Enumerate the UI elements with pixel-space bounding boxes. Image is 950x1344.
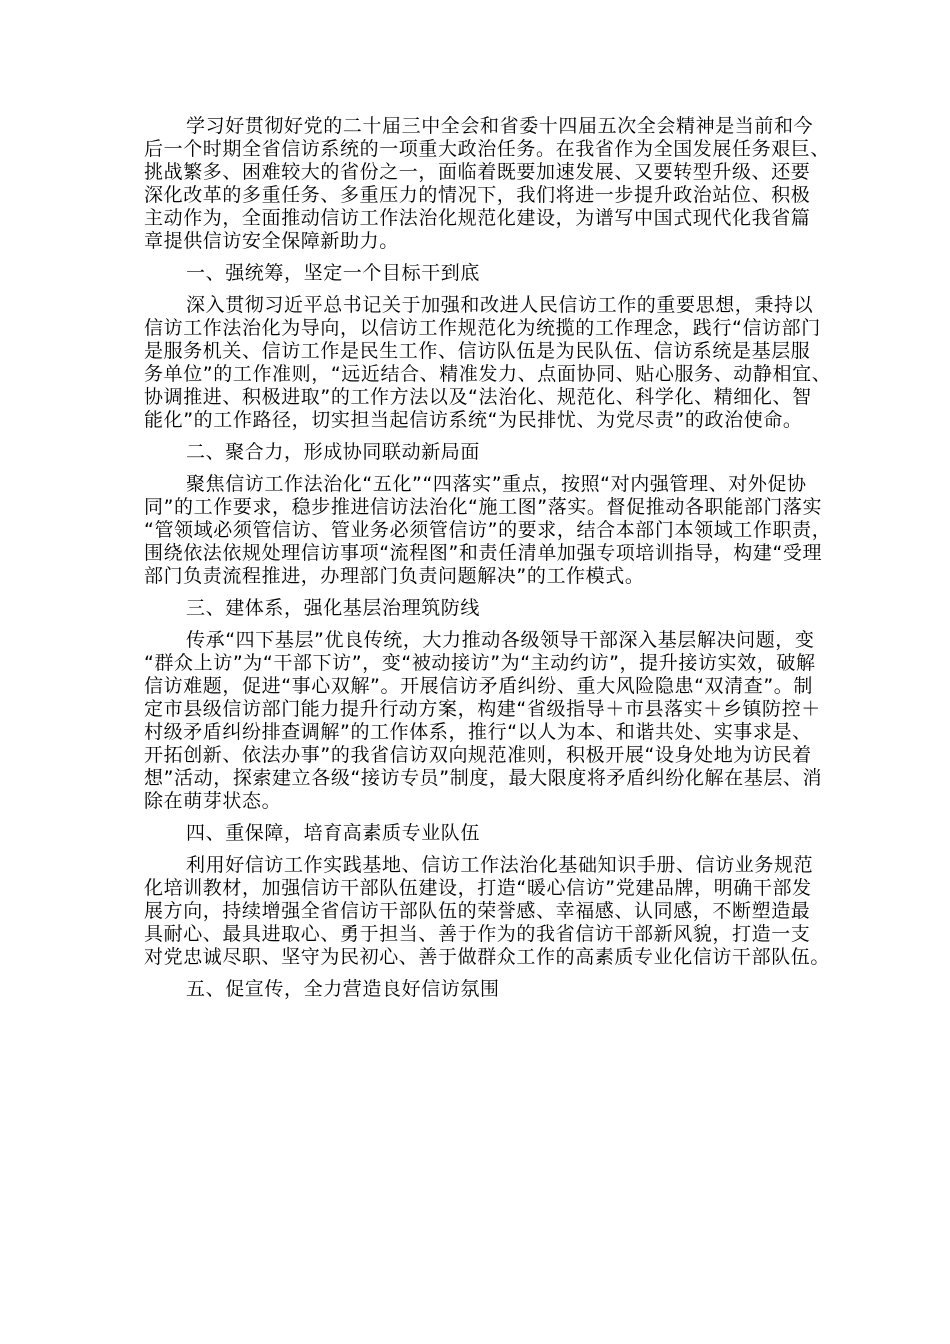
intro-paragraph	[144, 115, 844, 253]
text-line: 展方向，持续增强全省信访干部队伍的荣誉感、幸福感、认同感，不断塑造最	[144, 900, 811, 922]
text-line: 挑战繁多、困难较大的省份之一，面临着既要加速发展、又要转型升级、还要	[144, 161, 811, 183]
text-line: 利用好信访工作实践基地、信访工作法治化基础知识手册、信访业务规范	[186, 854, 814, 876]
text-line: 开拓创新、依法办事”的我省信访双向规范准则，积极开展“设身处地为访民着	[144, 744, 812, 766]
text-line: 除在萌芽状态。	[144, 790, 282, 812]
section-4-paragraph	[144, 854, 844, 969]
text-line: 对党忠诚尽职、坚守为民初心、善于做群众工作的高素质专业化信访干部队伍。	[144, 946, 831, 968]
section-heading-2	[144, 441, 844, 464]
section-1-paragraph	[144, 294, 844, 432]
section-heading-5	[144, 978, 844, 1001]
heading-text: 三、建体系，强化基层治理筑防线	[186, 597, 481, 619]
text-line: 具耐心、最具进取心、勇于担当、善于作为的我省信访干部新风貌，打造一支	[144, 923, 811, 945]
text-line: 信访难题，促进“事心双解”。开展信访矛盾纠纷、重大风险隐患“双清查”。制	[144, 675, 813, 697]
text-line: 协调推进、积极进取”的工作方法以及“法治化、规范化、科学化、精细化、智	[144, 386, 812, 408]
text-line: 章提供信访安全保障新助力。	[144, 230, 399, 252]
heading-text: 五、促宣传，全力营造良好信访氛围	[186, 978, 500, 1000]
text-line: 同”的工作要求，稳步推进信访法治化“施工图”落实。督促推动各职能部门落实	[144, 496, 823, 518]
heading-text: 一、强统筹，坚定一个目标干到底	[186, 262, 481, 284]
text-line: 信访工作法治化为导向，以信访工作规范化为统揽的工作理念，践行“信访部门	[144, 317, 821, 339]
heading-text: 二、聚合力，形成协同联动新局面	[186, 441, 481, 463]
text-line: “管领域必须管信访、管业务必须管信访”的要求，结合本部门本领域工作职责，	[144, 519, 832, 541]
section-heading-3	[144, 597, 844, 620]
text-line: 深化改革的多重任务、多重压力的情况下，我们将进一步提升政治站位、积极	[144, 184, 811, 206]
text-line: 围绕依法依规处理信访事项“流程图”和责任清单加强专项培训指导，构建“受理	[144, 542, 823, 564]
text-line: 聚焦信访工作法治化“五化”“四落实”重点，按照“对内强管理、对外促协	[186, 473, 807, 495]
text-line: 深入贯彻习近平总书记关于加强和改进人民信访工作的重要思想，秉持以	[186, 294, 814, 316]
document-page	[144, 115, 844, 1010]
text-line: 村级矛盾纠纷排查调解”的工作体系，推行“以人为本、和谐共处、实事求是、	[144, 721, 812, 743]
section-heading-4	[144, 822, 844, 845]
text-line: 定市县级信访部门能力提升行动方案，构建“省级指导＋市县落实＋乡镇防控＋	[144, 698, 821, 720]
text-line: 部门负责流程推进，办理部门负责问题解决”的工作模式。	[144, 565, 645, 587]
text-line: 传承“四下基层”优良传统，大力推动各级领导干部深入基层解决问题，变	[186, 629, 815, 651]
section-heading-1	[144, 262, 844, 285]
text-line: 能化”的工作路径，切实担当起信访系统“为民排忧、为党尽责”的政治使命。	[144, 409, 803, 431]
text-line: 化培训教材，加强信访干部队伍建设，打造“暖心信访”党建品牌，明确干部发	[144, 877, 812, 899]
text-line: 主动作为，全面推动信访工作法治化规范化建设，为谱写中国式现代化我省篇	[144, 207, 811, 229]
text-line: 想”活动，探索建立各级“接访专员”制度，最大限度将矛盾纠纷化解在基层、消	[144, 767, 823, 789]
text-line: “群众上访”为“干部下访”，变“被动接访”为“主动约访”，提升接访实效，破解	[144, 652, 816, 674]
section-2-paragraph	[144, 473, 844, 588]
text-line: 务单位”的工作准则，“远近结合、精准发力、点面协同、贴心服务、动静相宜、	[144, 363, 832, 385]
section-3-paragraph	[144, 629, 844, 813]
text-line: 学习好贯彻好党的二十届三中全会和省委十四届五次全会精神是当前和今	[186, 115, 814, 137]
text-line: 后一个时期全省信访系统的一项重大政治任务。在我省作为全国发展任务艰巨、	[144, 138, 831, 160]
text-line: 是服务机关、信访工作是民生工作、信访队伍是为民队伍、信访系统是基层服	[144, 340, 811, 362]
heading-text: 四、重保障，培育高素质专业队伍	[186, 822, 481, 844]
